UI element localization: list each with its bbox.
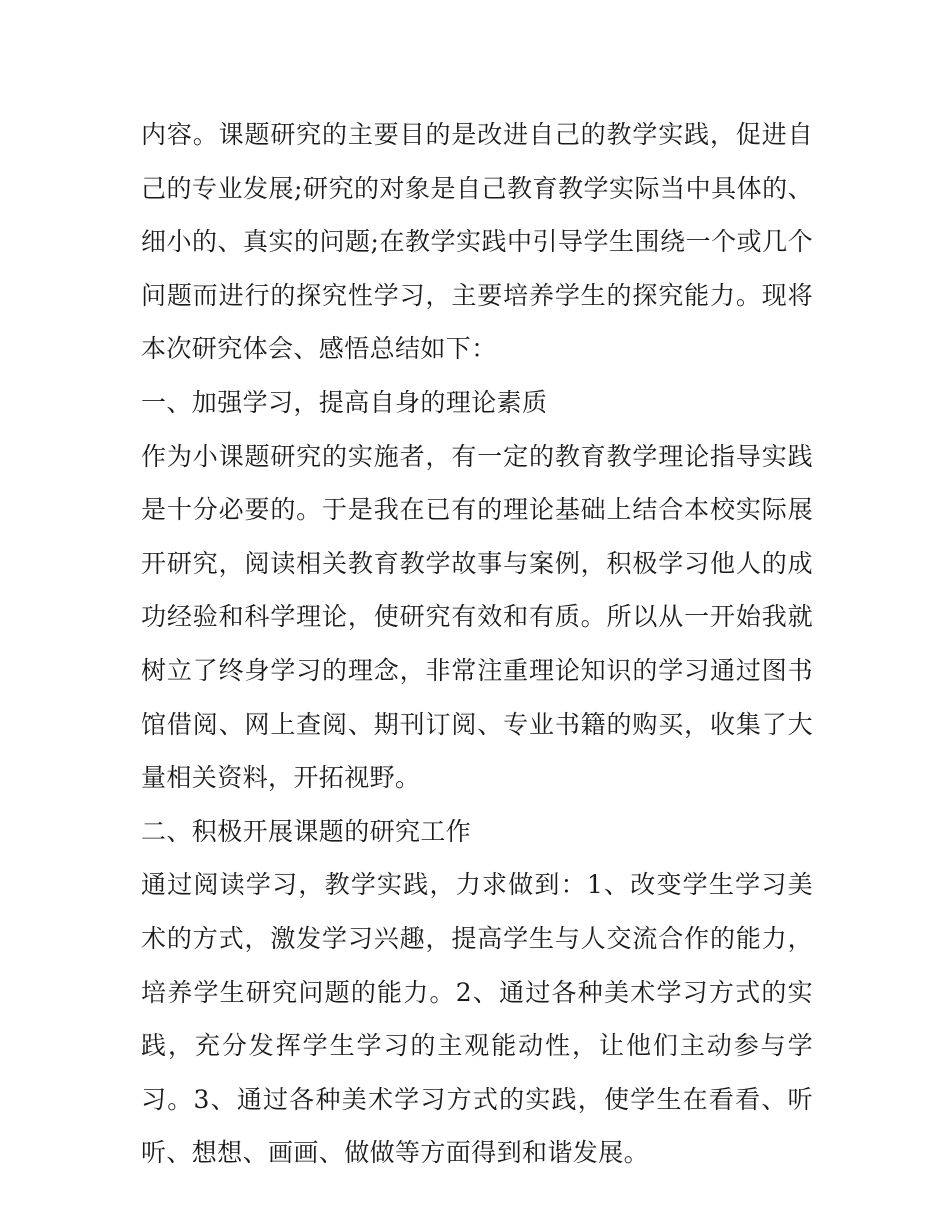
paragraph-intro: 内容。课题研究的主要目的是改进自己的教学实践，促进自己的专业发展;研究的对象是自己教育教学实际当中具体的、细小的、真实的问题;在教学实践中引导学生围绕一个或几个问题而进行的探究性学习，主要培养学生的探究能力。现将本次研究体会、感悟总结如下：: [141, 120, 813, 364]
document-body: [141, 108, 813, 1180]
section-heading-1: 一、加强学习，提高自身的理论素质: [141, 387, 548, 417]
section-heading-2: 二、积极开展课题的研究工作: [141, 816, 472, 846]
paragraph-section-2: 通过阅读学习，教学实践，力求做到：1、改变学生学习美术的方式，激发学习兴趣，提高学生与人交流合作的能力，培养学生研究问题的能力。2、通过各种美术学习方式的实践，充分发挥学生学习的主观能动性，让他们主动参与学习。3、通过各种美术学习方式的实践，使学生在看看、听听、想想、画画、做做等方面得到和谐发展。: [141, 870, 813, 1168]
paragraph-section-1: 作为小课题研究的实施者，有一定的教育教学理论指导实践是十分必要的。于是我在已有的理论基础上结合本校实际展开研究，阅读相关教育教学故事与案例，积极学习他人的成功经验和科学理论，使研究有效和有质。所以从一开始我就树立了终身学习的理念，非常注重理论知识的学习通过图书馆借阅、网上查阅、期刊订阅、专业书籍的购买，收集了大量相关资料，开拓视野。: [141, 441, 813, 793]
